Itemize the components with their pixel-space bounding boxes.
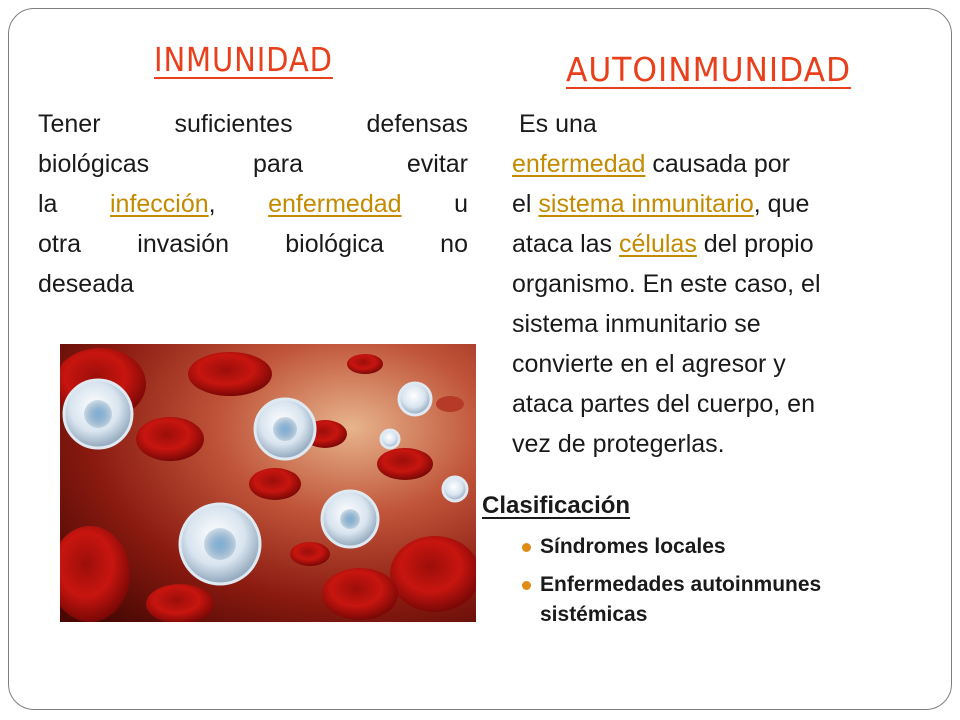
definition-line xyxy=(512,184,952,224)
text-fragment: la xyxy=(38,190,110,218)
bullet-icon xyxy=(522,581,531,590)
definition-line xyxy=(38,184,468,224)
classification-title: Clasificación xyxy=(482,492,631,519)
definition-line: Tener suficientes defensas xyxy=(38,110,468,138)
autoinmunidad-definition xyxy=(512,104,952,464)
link-celulas[interactable]: células xyxy=(619,230,697,258)
definition-line xyxy=(512,224,952,264)
definition-line: biológicas para evitar xyxy=(38,150,468,178)
definition-line: organismo. En este caso, el xyxy=(512,270,821,298)
definition-line: deseada xyxy=(38,270,134,298)
text-fragment: u xyxy=(401,190,468,218)
classification-list xyxy=(522,532,920,638)
definition-line: sistema inmunitario se xyxy=(512,310,761,338)
heading-autoinmunidad: AUTOINMUNIDAD xyxy=(566,50,852,89)
blood-cells-image xyxy=(60,344,476,622)
list-item-label: Enfermedades autoinmunes sistémicas xyxy=(540,573,822,626)
text-fragment: , que xyxy=(753,190,810,218)
list-item xyxy=(522,532,920,562)
definition-line xyxy=(512,144,952,184)
text-fragment: del propio xyxy=(696,230,814,258)
definition-line: vez de protegerlas. xyxy=(512,430,725,458)
definition-line: Es una xyxy=(512,110,597,138)
definition-line: ataca partes del cuerpo, en xyxy=(512,390,815,418)
definition-line: otra invasión biológica no xyxy=(38,230,468,258)
blood-cells-illustration xyxy=(60,344,476,622)
bullet-icon xyxy=(522,543,531,552)
inmunidad-definition xyxy=(38,104,468,304)
link-sistema-inmunitario[interactable]: sistema inmunitario xyxy=(538,190,754,218)
definition-line: convierte en el agresor y xyxy=(512,350,786,378)
list-item xyxy=(522,570,920,630)
link-enfermedad[interactable]: enfermedad xyxy=(268,190,402,218)
text-fragment: ataca las xyxy=(512,230,620,258)
text-fragment: causada por xyxy=(645,150,790,178)
text-fragment: , xyxy=(208,190,269,218)
list-item-label: Síndromes locales xyxy=(540,535,726,558)
text-fragment: el xyxy=(512,190,539,218)
link-infeccion[interactable]: infección xyxy=(109,190,209,218)
link-enfermedad-right[interactable]: enfermedad xyxy=(512,150,646,178)
heading-inmunidad: INMUNIDAD xyxy=(154,40,333,79)
